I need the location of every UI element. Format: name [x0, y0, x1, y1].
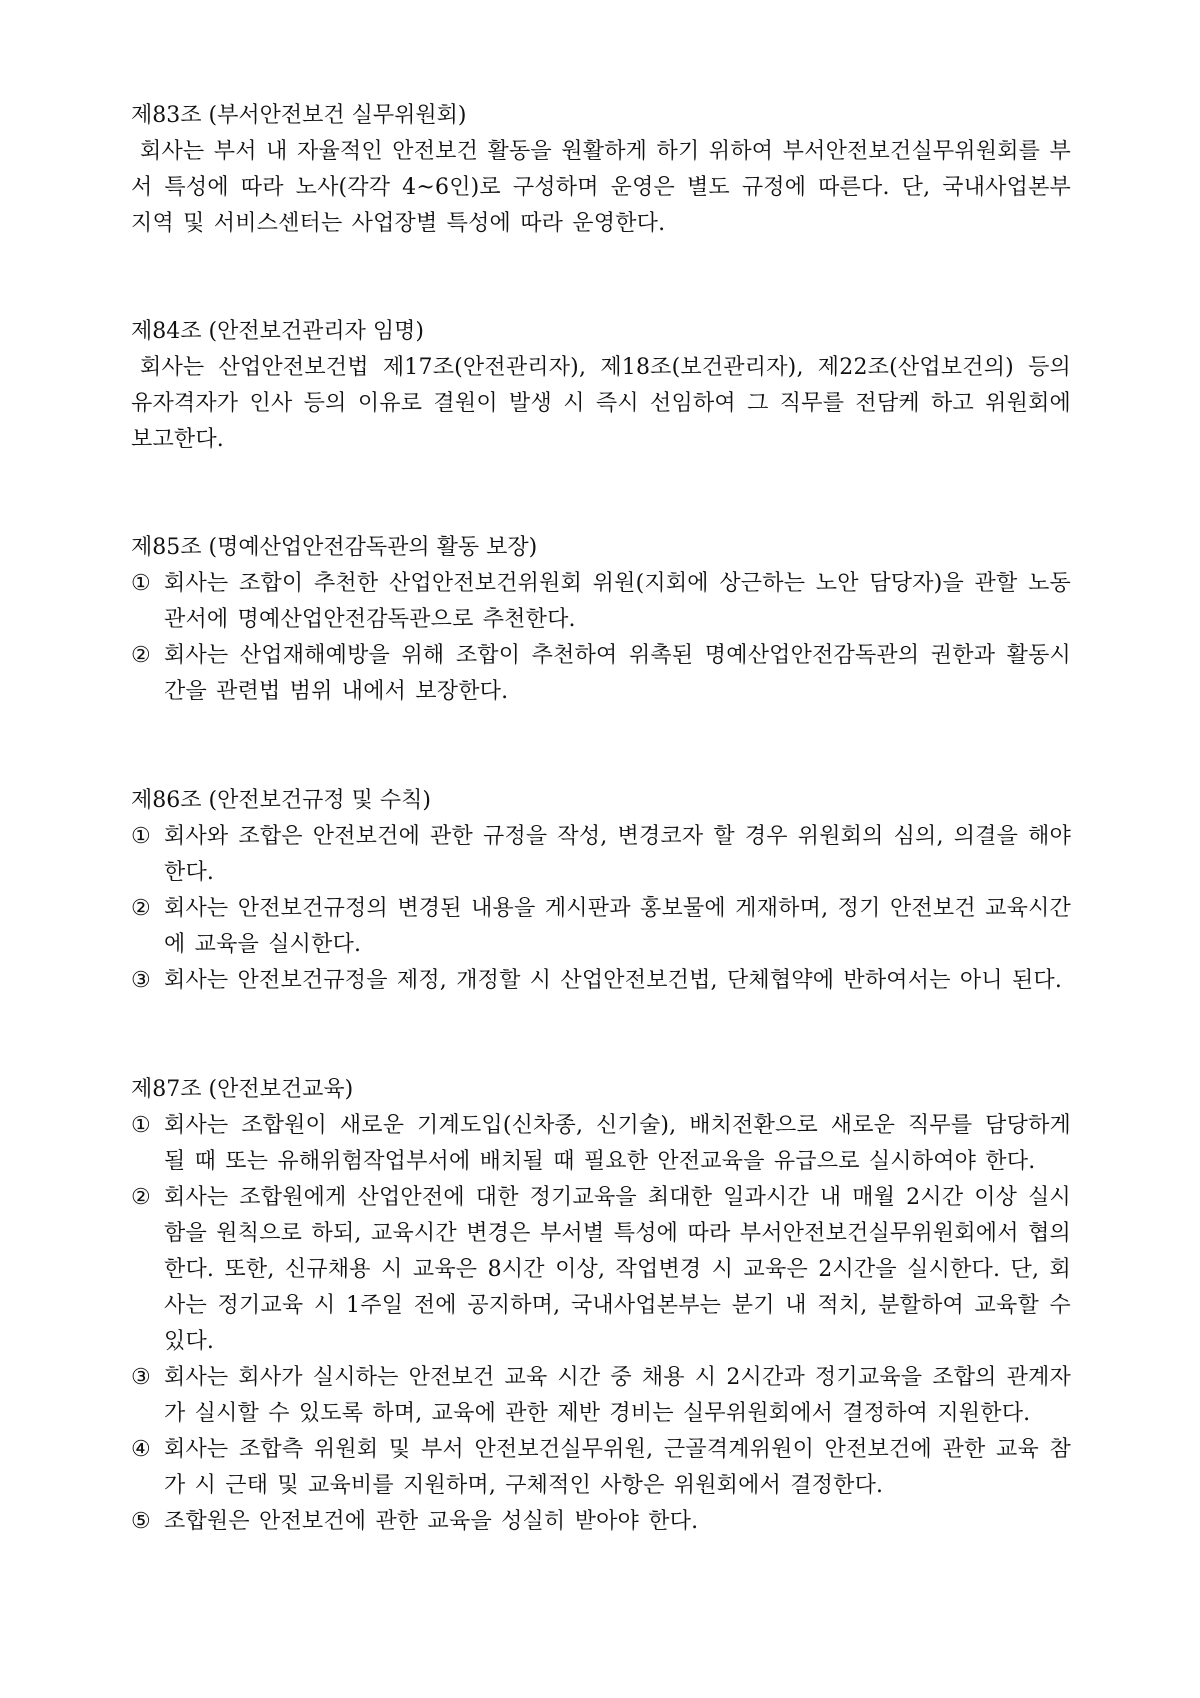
clause-text: 회사는 산업재해예방을 위해 조합이 추천하여 위촉된 명예산업안전감독관의 권한과 활동시간을 관련법 범위 내에서 보장한다.: [164, 643, 1071, 704]
clause-number: ③: [131, 1365, 151, 1390]
article-title: 제87조 (안전보건교육): [131, 1077, 354, 1102]
clause-item: [131, 1360, 1071, 1432]
clause-number: ④: [131, 1437, 151, 1462]
clause-text: 회사는 안전보건규정의 변경된 내용을 게시판과 홍보물에 게재하며, 정기 안전보건 교육시간에 교육을 실시한다.: [164, 896, 1071, 957]
article-86: [131, 783, 1071, 999]
article-body: 회사는 부서 내 자율적인 안전보건 활동을 원활하게 하기 위하여 부서안전보건실무위원회를 부서 특성에 따라 노사(각각 4~6인)로 구성하며 운영은 별도 규정에 따른다. 단, 국내사업본부 지역 및 서비스센터는 사업장별 특성에 따라 운영한다.: [131, 139, 1071, 236]
article-title: 제85조 (명예산업안전감독관의 활동 보장): [131, 535, 538, 560]
clause-item: [131, 1432, 1071, 1504]
article-body: 회사는 산업안전보건법 제17조(안전관리자), 제18조(보건관리자), 제22조(산업보건의) 등의 유자격자가 인사 등의 이유로 결원이 발생 시 즉시 선임하여 그 직무를 전담케 하고 위원회에 보고한다.: [131, 355, 1071, 452]
clause-item: [131, 1504, 1071, 1540]
article-83: [131, 98, 1071, 242]
clause-number: ①: [131, 824, 151, 849]
article-title: 제83조 (부서안전보건 실무위원회): [131, 103, 467, 128]
clause-item: [131, 638, 1071, 710]
clause-number: ⑤: [131, 1509, 151, 1534]
clause-number: ②: [131, 1185, 151, 1210]
clause-text: 조합원은 안전보건에 관한 교육을 성실히 받아야 한다.: [164, 1509, 699, 1534]
clause-number: ②: [131, 896, 151, 921]
clause-item: [131, 819, 1071, 891]
clause-text: 회사는 회사가 실시하는 안전보건 교육 시간 중 채용 시 2시간과 정기교육을 조합의 관계자가 실시할 수 있도록 하며, 교육에 관한 제반 경비는 실무위원회에서 결정하여 지원한다.: [164, 1365, 1071, 1426]
clause-text: 회사와 조합은 안전보건에 관한 규정을 작성, 변경코자 할 경우 위원회의 심의, 의결을 해야 한다.: [164, 824, 1071, 885]
article-84: [131, 314, 1071, 458]
clause-text: 회사는 조합원에게 산업안전에 대한 정기교육을 최대한 일과시간 내 매월 2시간 이상 실시함을 원칙으로 하되, 교육시간 변경은 부서별 특성에 따라 부서안전보건실무위원회에서 협의한다. 또한, 신규채용 시 교육은 8시간 이상, 작업변경 시 교육은 2시간을 실시한다. 단, 회사는 정기교육 시 1주일 전에 공지하며, 국내사업본부는 분기 내 적치, 분할하여 교육할 수 있다.: [164, 1185, 1071, 1354]
clause-number: ②: [131, 643, 151, 668]
article-85: [131, 530, 1071, 710]
article-title: 제86조 (안전보건규정 및 수칙): [131, 788, 431, 813]
clause-number: ①: [131, 1113, 151, 1138]
clause-item: [131, 963, 1071, 999]
clause-item: [131, 891, 1071, 963]
clause-text: 회사는 조합측 위원회 및 부서 안전보건실무위원, 근골격계위원이 안전보건에 관한 교육 참가 시 근태 및 교육비를 지원하며, 구체적인 사항은 위원회에서 결정한다.: [164, 1437, 1071, 1498]
clause-item: [131, 1108, 1071, 1180]
article-87: [131, 1072, 1071, 1540]
document-page: [131, 98, 1071, 1540]
clause-text: 회사는 안전보건규정을 제정, 개정할 시 산업안전보건법, 단체협약에 반하여서는 아니 된다.: [164, 968, 1063, 993]
clause-number: ①: [131, 571, 151, 596]
clause-number: ③: [131, 968, 151, 993]
clause-item: [131, 1180, 1071, 1360]
article-title: 제84조 (안전보건관리자 임명): [131, 319, 424, 344]
clause-text: 회사는 조합원이 새로운 기계도입(신차종, 신기술), 배치전환으로 새로운 직무를 담당하게 될 때 또는 유해위험작업부서에 배치될 때 필요한 안전교육을 유급으로 실시하여야 한다.: [164, 1113, 1071, 1174]
clause-text: 회사는 조합이 추천한 산업안전보건위원회 위원(지회에 상근하는 노안 담당자)을 관할 노동관서에 명예산업안전감독관으로 추천한다.: [164, 571, 1071, 632]
clause-item: [131, 566, 1071, 638]
